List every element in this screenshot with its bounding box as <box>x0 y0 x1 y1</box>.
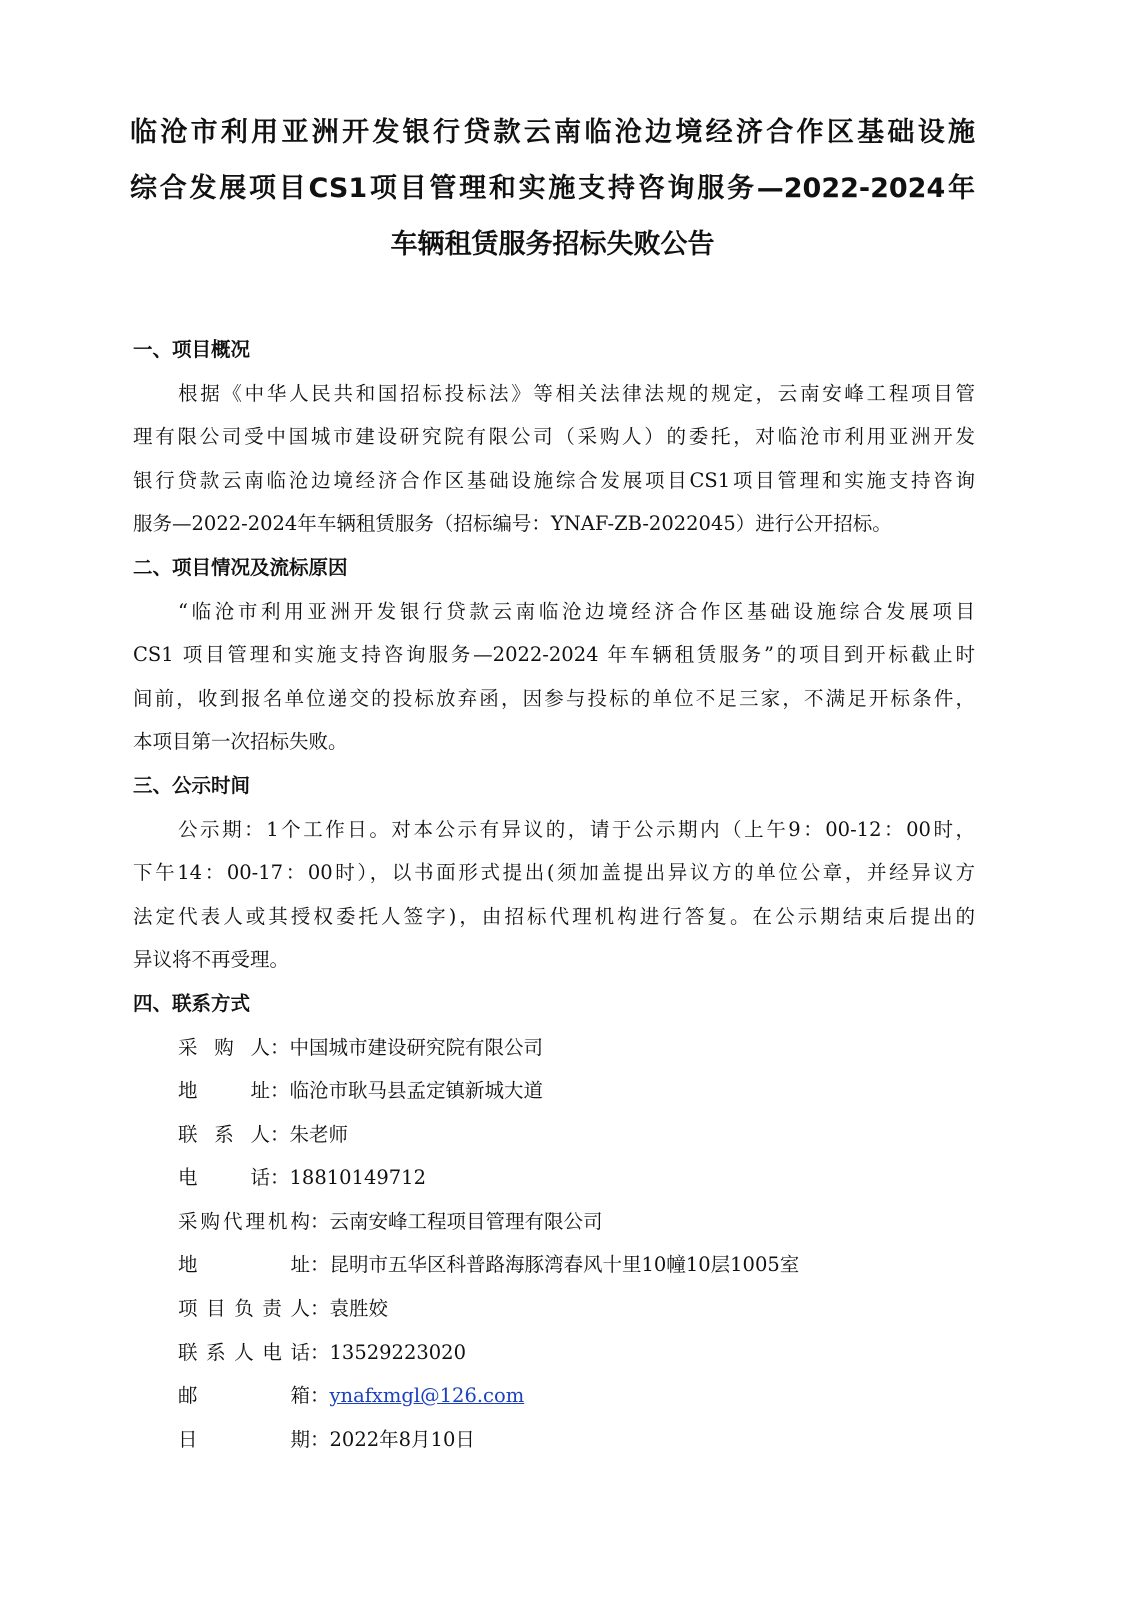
contact-email: 邮箱：ynafxmgl@126.com <box>178 1384 525 1408</box>
contact-agency-phone: 联系人电话：13529223020 <box>178 1340 466 1364</box>
title-line: 车辆租赁服务招标失败公告 <box>390 229 715 260</box>
contact-project-lead: 项目负责人：袁胜姣 <box>178 1297 389 1321</box>
contact-agency: 采购代理机构：云南安峰工程项目管理有限公司 <box>178 1209 603 1233</box>
contact-purchaser-person: 联系人：朱老师 <box>178 1122 349 1146</box>
contact-purchaser: 采购人：中国城市建设研究院有限公司 <box>178 1035 544 1059</box>
section-heading: 一、项目概况 <box>133 338 251 361</box>
title-line: 综合发展项目CS1项目管理和实施支持咨询服务—2022-2024年 <box>130 173 975 204</box>
contact-purchaser-phone: 电话：18810149712 <box>178 1166 426 1190</box>
paragraph-line: 法定代表人或其授权委托人签字)，由招标代理机构进行答复。在公示期结束后提出的 <box>133 904 975 928</box>
paragraph-line: 下午14：00-17：00时），以书面形式提出(须加盖提出异议方的单位公章，并经异议方 <box>133 861 975 885</box>
paragraph-line: 公示期：1个工作日。对本公示有异议的，请于公示期内（上午9：00-12：00时， <box>178 817 975 841</box>
paragraph-line: 间前，收到报名单位递交的投标放弃函，因参与投标的单位不足三家，不满足开标条件， <box>133 686 975 710</box>
paragraph-line: 服务—2022-2024年车辆租赁服务（招标编号：YNAF-ZB-2022045）进行公开招标。 <box>133 512 892 536</box>
document-body <box>133 328 975 1461</box>
paragraph-line: 异议将不再受理。 <box>133 948 290 972</box>
section-heading: 三、公示时间 <box>133 773 251 797</box>
document-title <box>130 105 975 273</box>
paragraph-line: 根据《中华人民共和国招标投标法》等相关法律法规的规定，云南安峰工程项目管 <box>178 381 975 405</box>
paragraph-line: 本项目第一次招标失败。 <box>133 730 348 754</box>
paragraph-line: 理有限公司受中国城市建设研究院有限公司（采购人）的委托，对临沧市利用亚洲开发 <box>133 425 975 449</box>
section-heading: 四、联系方式 <box>133 991 251 1015</box>
contact-date: 日期：2022年8月10日 <box>178 1427 475 1451</box>
title-line: 临沧市利用亚洲开发银行贷款云南临沧边境经济合作区基础设施 <box>130 117 975 148</box>
paragraph-line: CS1 项目管理和实施支持咨询服务—2022-2024 年车辆租赁服务”的项目到开标截止时 <box>133 643 975 667</box>
contact-agency-address: 地址：昆明市五华区科普路海豚湾春风十里10幢10层1005室 <box>178 1253 800 1277</box>
contact-purchaser-address: 地址：临沧市耿马县孟定镇新城大道 <box>178 1079 544 1103</box>
email-link[interactable]: ynafxmgl@126.com <box>329 1384 525 1408</box>
section-heading: 二、项目情况及流标原因 <box>133 555 348 579</box>
paragraph-line: 银行贷款云南临沧边境经济合作区基础设施综合发展项目CS1项目管理和实施支持咨询 <box>133 468 975 492</box>
paragraph-line: “临沧市利用亚洲开发银行贷款云南临沧边境经济合作区基础设施综合发展项目 <box>178 599 975 623</box>
